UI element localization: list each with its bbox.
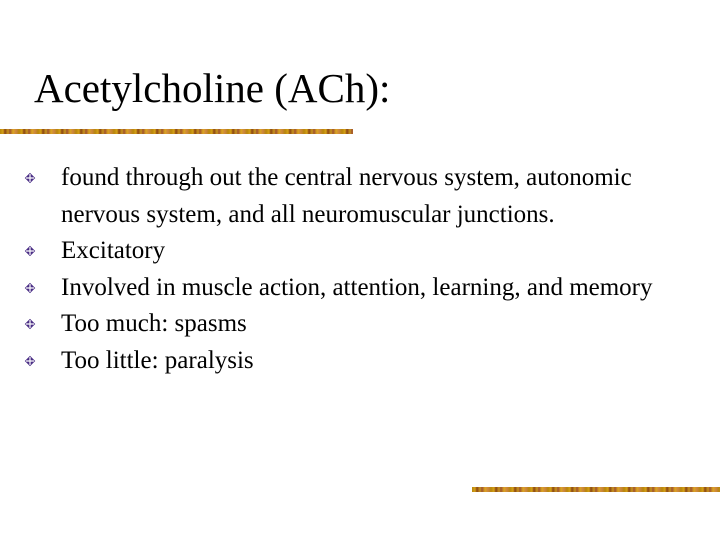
bullet-text: Involved in muscle action, attention, learning, and memory <box>61 273 653 301</box>
bullet-text: Excitatory <box>61 237 166 264</box>
slide-title: Acetylcholine (ACh): <box>34 65 391 111</box>
bullet-item <box>24 233 664 270</box>
bullet-text: Too little: paralysis <box>61 346 254 374</box>
bullet-item <box>24 270 664 307</box>
diamond-bullet-icon <box>24 160 38 197</box>
bullet-text: found through out the central nervous system, autonomic nervous system, and all neuromuscular junctions. <box>61 164 632 228</box>
diamond-bullet-icon <box>24 343 38 380</box>
diamond-bullet-icon <box>24 233 38 270</box>
bullet-item <box>24 306 664 343</box>
footer-rule <box>472 487 720 492</box>
diamond-bullet-icon <box>24 270 38 307</box>
bullet-item <box>24 160 664 233</box>
bullet-item <box>24 343 664 380</box>
bullet-list <box>24 160 664 379</box>
title-underline <box>0 129 353 134</box>
diamond-bullet-icon <box>24 306 38 343</box>
bullet-text: Too much: spasms <box>61 310 247 337</box>
